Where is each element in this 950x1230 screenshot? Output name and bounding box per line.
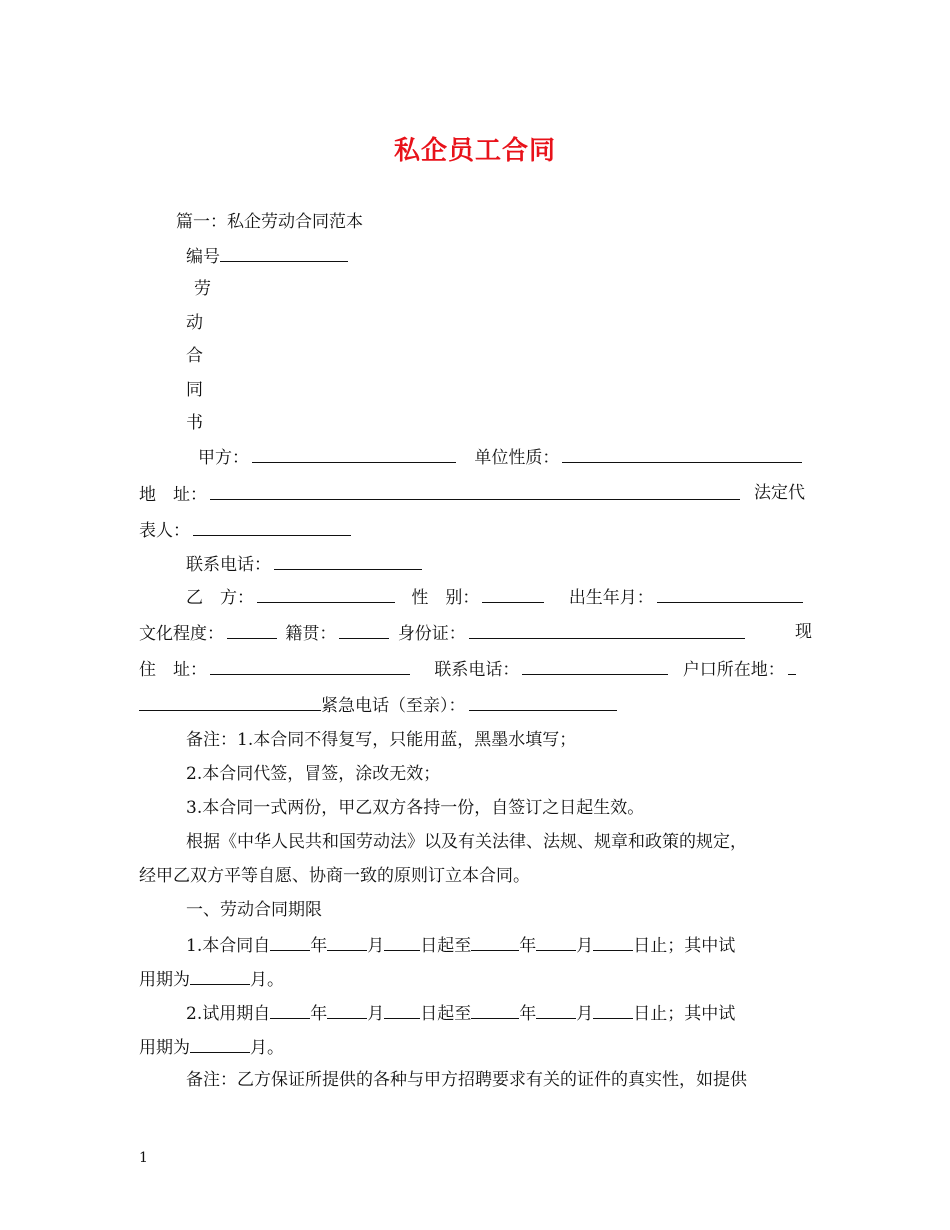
vertical-char: 合 <box>186 346 203 366</box>
basis-line-2: 经甲乙双方平等自愿、协商一致的原则订立本合同。 <box>139 866 530 886</box>
term-2-prefix: 2.试用期自 <box>186 1004 271 1024</box>
party-a-blank <box>252 444 456 463</box>
unit-nature-blank <box>562 444 802 463</box>
party-b-blank <box>257 584 395 603</box>
education-line <box>139 620 748 646</box>
page-number: 1 <box>139 1150 148 1166</box>
residence-blank <box>210 656 410 675</box>
month-label: 月 <box>576 936 594 956</box>
month-label: 月 <box>367 936 385 956</box>
education-label: 文化程度： <box>139 624 224 644</box>
note-2: 2.本合同代签，冒签，涂改无效； <box>186 764 441 784</box>
birth-label: 出生年月： <box>568 588 654 608</box>
year-label: 年 <box>310 936 328 956</box>
probation-line-2 <box>139 1034 284 1060</box>
residence-line <box>139 656 799 682</box>
year-label: 年 <box>310 1004 328 1024</box>
note-3: 3.本合同一式两份，甲乙双方各持一份，自签订之日起生效。 <box>186 798 645 818</box>
contact-phone-2-blank <box>522 656 668 675</box>
vertical-char: 动 <box>186 313 203 333</box>
probation-blank <box>190 1034 250 1053</box>
term-2-line <box>186 1000 735 1026</box>
month-label: 月 <box>367 1004 385 1024</box>
birth-blank <box>657 584 803 603</box>
number-label: 编号 <box>186 247 220 267</box>
residence-label-2: 住 址： <box>139 660 207 680</box>
vertical-char: 同 <box>186 380 203 400</box>
native-label: 籍贯： <box>285 624 337 644</box>
hukou-label: 户口所在地： <box>682 660 785 680</box>
hukou-blank-cont <box>139 692 321 711</box>
document-title: 私企员工合同 <box>393 136 556 166</box>
term-1-prefix: 1.本合同自 <box>186 936 271 956</box>
residence-label-1: 现 <box>795 622 812 642</box>
probation-suffix: 月。 <box>250 970 284 990</box>
address-label: 地 址： <box>139 485 207 505</box>
term-1-line <box>186 932 735 958</box>
address-blank <box>210 481 740 500</box>
gender-blank <box>482 584 544 603</box>
probation-suffix: 月。 <box>250 1038 284 1058</box>
legal-rep-label-2: 表人： <box>139 521 190 541</box>
day-from-label: 日起至 <box>420 1004 472 1024</box>
hukou-blank <box>788 656 796 675</box>
contact-phone-line <box>186 551 425 577</box>
contact-phone-label: 联系电话： <box>186 555 271 575</box>
month-label: 月 <box>576 1004 594 1024</box>
vertical-char: 劳 <box>194 279 211 299</box>
party-a-label: 甲方： <box>198 448 249 468</box>
legal-rep-blank <box>193 517 351 536</box>
party-b-line <box>186 584 806 610</box>
probation-prefix: 用期为 <box>139 1038 190 1058</box>
native-blank <box>339 620 389 639</box>
day-until-label: 日止；其中试 <box>633 936 736 956</box>
party-b-label: 乙 方： <box>186 588 254 608</box>
contact-phone-blank <box>274 551 422 570</box>
address-line <box>139 481 743 507</box>
probation-blank <box>190 966 250 985</box>
day-from-label: 日起至 <box>420 936 472 956</box>
emergency-label: 紧急电话（至亲）： <box>321 696 466 716</box>
year-label: 年 <box>519 1004 537 1024</box>
number-blank <box>220 243 348 262</box>
section-heading: 篇一：私企劳动合同范本 <box>176 212 363 232</box>
emergency-blank <box>469 692 617 711</box>
heading-contract-term: 一、劳动合同期限 <box>186 900 322 920</box>
id-card-label: 身份证： <box>397 624 466 644</box>
emergency-line <box>139 692 620 718</box>
legal-rep-line <box>139 517 354 543</box>
day-until-label: 日止；其中试 <box>633 1004 736 1024</box>
unit-nature-label: 单位性质： <box>474 448 560 468</box>
note-last: 备注：乙方保证所提供的各种与甲方招聘要求有关的证件的真实性，如提供 <box>186 1070 747 1090</box>
probation-line-1 <box>139 966 284 992</box>
vertical-char: 书 <box>186 413 203 433</box>
probation-prefix: 用期为 <box>139 970 190 990</box>
basis-line-1: 根据《中华人民共和国劳动法》以及有关法律、法规、规章和政策的规定， <box>186 832 747 852</box>
note-1: 备注：1.本合同不得复写，只能用蓝，黑墨水填写； <box>186 730 577 750</box>
contact-phone-2-label: 联系电话： <box>434 660 520 680</box>
number-line <box>186 243 348 269</box>
legal-rep-label-1: 法定代 <box>754 483 805 503</box>
education-blank <box>227 620 277 639</box>
year-label: 年 <box>519 936 537 956</box>
gender-label: 性 别： <box>411 588 480 608</box>
party-a-line <box>198 444 805 470</box>
id-card-blank <box>469 620 745 639</box>
